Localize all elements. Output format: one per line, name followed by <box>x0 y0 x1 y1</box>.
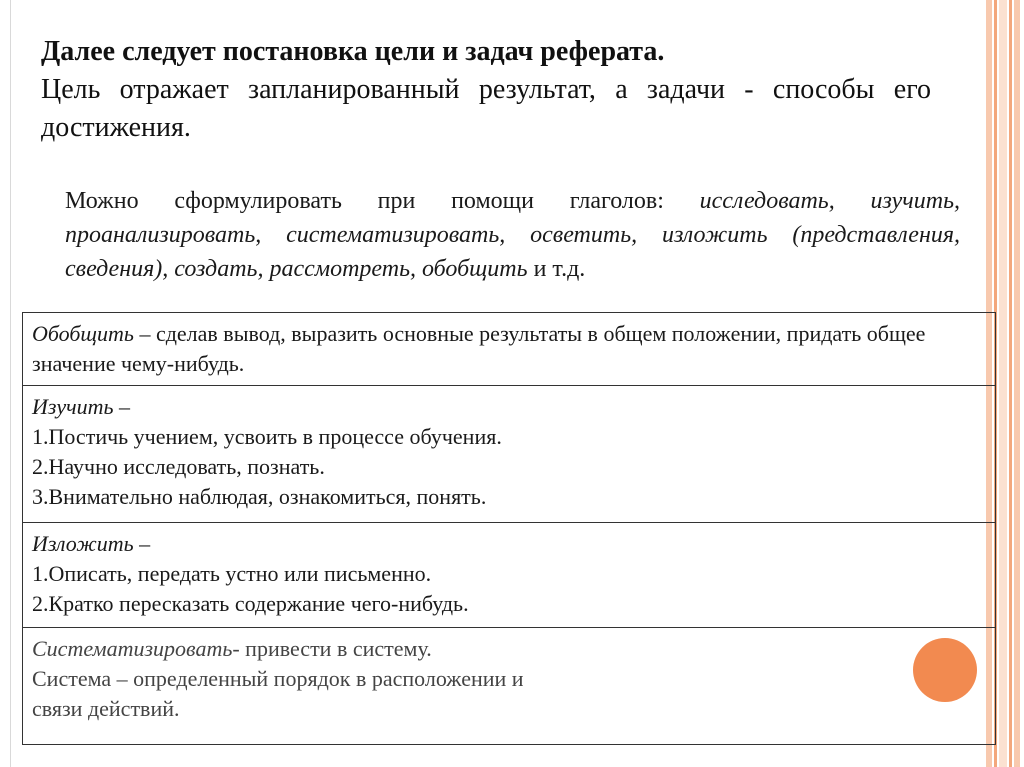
definition-cell <box>23 386 996 523</box>
definition-cell <box>23 313 996 386</box>
verbs-tail: и т.д. <box>527 256 586 282</box>
definition-line: 3.Внимательно наблюдая, ознакомиться, понять. <box>32 484 487 509</box>
intro-text: Цель отражает запланированный результат, а задачи - способы его достижения. <box>41 74 931 143</box>
definition-line: Система – определенный порядок в расположении и <box>32 666 524 691</box>
definition-cell <box>23 628 996 745</box>
verbs-lead: Можно сформулировать при помощи глаголов: <box>65 188 700 214</box>
definition-line: 2.Научно исследовать, познать. <box>32 454 325 479</box>
definition-row <box>23 386 996 523</box>
definitions-table <box>22 312 996 745</box>
verbs-list: исследовать, изучить, проанализировать, систематизировать, осветить, изложить (представления, сведения), создать, рассмотреть, обобщить <box>65 188 960 282</box>
definition-text: – сделав вывод, выразить основные результаты в общем положении, придать общее значение чему-нибудь. <box>32 321 926 376</box>
definition-line: 1.Постичь учением, усвоить в процессе обучения. <box>32 424 502 449</box>
left-border-line <box>10 0 11 767</box>
definition-line: 2.Кратко пересказать содержание чего-нибудь. <box>32 591 469 616</box>
definition-line: связи действий. <box>32 696 180 721</box>
definition-term: Изложить <box>32 531 134 556</box>
definition-cell <box>23 523 996 628</box>
definition-text: - привести в систему. <box>232 636 432 661</box>
definition-row <box>23 523 996 628</box>
slide-heading: Далее следует постановка цели и задач реферата. <box>41 36 665 67</box>
definition-term: Изучить <box>32 394 114 419</box>
definition-dash: – <box>133 531 151 556</box>
verbs-paragraph <box>65 184 960 286</box>
definition-row <box>23 628 996 745</box>
definition-term: Обобщить <box>32 321 134 346</box>
definition-term: Систематизировать <box>32 636 233 661</box>
definition-dash: – <box>113 394 130 419</box>
definition-row <box>23 313 996 386</box>
orange-circle-decoration <box>913 638 977 702</box>
definition-line: 1.Описать, передать устно или письменно. <box>32 561 432 586</box>
